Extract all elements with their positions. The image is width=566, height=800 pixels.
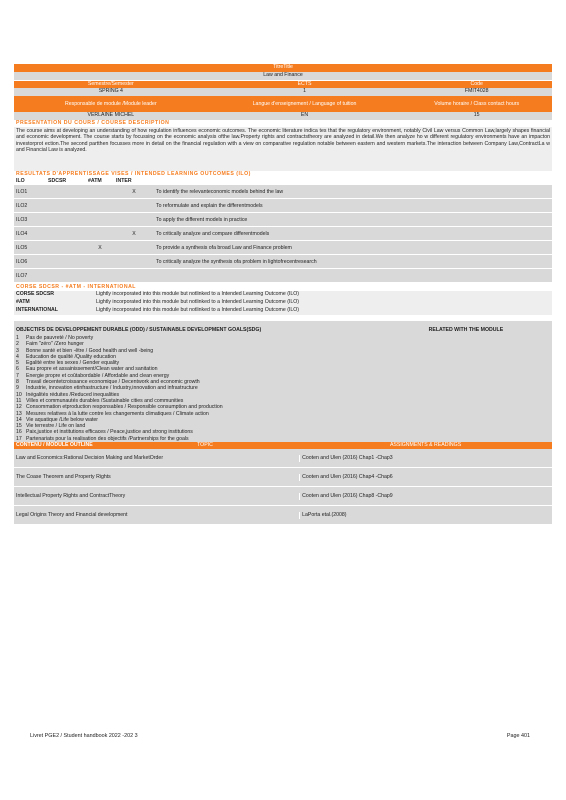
sdg-text: Education de qualité /Quality education xyxy=(26,353,116,360)
sdg-number: 2 xyxy=(16,341,19,348)
ilo-text: To critically analyze and compare differentmodels xyxy=(156,230,270,237)
ects-value: 1 xyxy=(303,88,306,94)
results-title: RESULTATS D'APPRENTISSAGE VISES / INTENDED LEARNING OUTCOMES (ILO) xyxy=(16,171,251,177)
ilo-table xyxy=(14,185,552,283)
legend-label: CORSE SDCSR xyxy=(16,291,55,297)
title-value-row xyxy=(14,72,552,81)
sdg-number: 6 xyxy=(16,366,19,373)
ilo-row xyxy=(14,227,552,241)
semester-label: Semestre/Semester xyxy=(87,81,134,87)
sdg-text: Paix,justice et institutions efficaces / Peace,justice and strong institutions xyxy=(26,429,193,436)
sdg-text: Vie terrestre / Life on land xyxy=(26,423,86,430)
sdg-number: 5 xyxy=(16,360,19,367)
ilo-row xyxy=(14,213,552,227)
topic-label: TOPIC xyxy=(197,442,213,449)
sdg-related-label: RELATED WITH THE MODULE xyxy=(428,327,504,333)
sdg-number: 9 xyxy=(16,385,19,392)
course-title: Law and Finance xyxy=(263,72,303,78)
outline-reading: Cooten and Ulen (2016) Chap8 -Chap9 xyxy=(299,493,552,500)
outline-reading: LaPorta etal.(2008) xyxy=(299,512,552,519)
ilo-text: To provide a synthesis ofa broad Law and Finance problem xyxy=(156,244,292,251)
outline-topic: The Coase Theorem and Property Rights xyxy=(16,473,111,480)
sdg-text: Faim "zéro" /Zero hunger xyxy=(26,341,84,348)
sdg-text: Bonne santé et bien -être / Good health and well -being xyxy=(26,347,154,354)
ilo-row xyxy=(14,269,552,283)
legend-row xyxy=(14,291,552,299)
ilo-id: ILO4 xyxy=(16,230,28,237)
ilo-col-header: ILO xyxy=(16,178,25,184)
sdg-number: 12 xyxy=(16,404,22,411)
sdg-number: 11 xyxy=(16,397,22,404)
hours-label: Volume horaire / Class contact hours xyxy=(434,100,520,107)
legend-row xyxy=(14,307,552,315)
ilo-inter: X xyxy=(132,230,136,237)
sdg-text: Consommation etproduction responsables / Responsible consumption and production xyxy=(26,404,223,411)
ilo-text: To reformulate and explain the differentmodels xyxy=(156,202,263,209)
hours-value: 15 xyxy=(473,112,480,118)
page-footer xyxy=(30,733,530,739)
sdg-number: 1 xyxy=(16,335,19,341)
ects-label: ECTS xyxy=(297,81,312,87)
sdg-number: 3 xyxy=(16,347,19,354)
ilo-text: To identify the relevanteconomic models behind the law xyxy=(156,188,284,195)
legend-text: Lightly incorporated into this module but notlinked to a Intended Learning Outcome (ILO) xyxy=(96,307,300,313)
sdg-number: 16 xyxy=(16,429,22,436)
footer-left: Livret PGE2 / Student handbook 2022 -202 3 xyxy=(30,733,138,739)
sdcsr-col-header: SDCSR xyxy=(48,178,67,184)
title-label: TitreTitle xyxy=(273,64,293,70)
ilo-id: ILO1 xyxy=(16,188,28,195)
ilo-inter: X xyxy=(132,188,136,195)
legend-title: CORSE SDCSR - #ATM - INTERNATIONAL xyxy=(16,284,136,290)
ilo-row xyxy=(14,241,552,255)
staff-label-row xyxy=(14,96,552,112)
sdg-number: 14 xyxy=(16,416,22,423)
ilo-row xyxy=(14,185,552,199)
sdg-text: Egalité entre les sexes / Gender equality xyxy=(26,360,120,367)
sdg-text: Eau propre et assainissement/Clean water and sanitation xyxy=(26,366,158,373)
language-label: Langue d'enseignement / Language of tuition xyxy=(252,101,357,107)
info-value-row xyxy=(14,88,552,96)
sdg-number: 17 xyxy=(16,435,22,442)
sdg-list xyxy=(14,335,552,442)
code-value: FMIT4028 xyxy=(464,88,489,94)
info-label-row xyxy=(14,81,552,88)
outline-topic: Law and Economics:Rational Decision Making and MarketOrder xyxy=(16,454,164,461)
sdg-text: Industrie, innovation etinfrastructure / Industry,innovation and infrastructure xyxy=(26,385,198,392)
ilo-id: ILO5 xyxy=(16,244,28,251)
outline-reading: Cooten and Ulen (2016) Chap4 -Chap6 xyxy=(299,474,552,481)
outline-row xyxy=(14,449,552,468)
code-label: Code xyxy=(470,81,483,87)
outline-topic: Legal Origins Theory and Financial development xyxy=(16,511,128,518)
sdg-text: Travail decentetcroissance economique / Decentwork and economic growth xyxy=(26,379,200,386)
inter-col-header: INTER xyxy=(116,178,132,184)
course-sheet xyxy=(14,64,552,525)
presentation-text: The course aims at developing an understanding of how regulation influences economic outcomes. The economic literature indica tes that the regulatory environment, notably Civil Law versus Common Law,largely shapes financial and economic development. The course starts by focussing on the economic analysis ofthe law.Property rights and contractstheory are analyzed in detail.We then analyze ho w different regulatory environments have an impacton investorprot ection.The second partthen focusses more in detail on the financial regulation with a view on comparative regulation notable between eastern and western markets.The interaction between Company Law,ContractLa w and Financial Law is analyzed. xyxy=(14,127,552,171)
ilo-text: To critically analyze the synthesis ofa problem in lightofrecentresearch xyxy=(156,258,317,265)
ilo-row xyxy=(14,255,552,269)
legend-label: #ATM xyxy=(16,299,30,305)
ilo-id: ILO6 xyxy=(16,258,28,265)
legend-table xyxy=(14,291,552,315)
ilo-header xyxy=(14,178,552,185)
outline-row xyxy=(14,487,552,506)
sdg-number: 8 xyxy=(16,379,19,386)
responsible-label: Responsable de module /Module leader xyxy=(64,100,157,107)
responsible-value: VERLAINE MICHEL xyxy=(87,112,135,118)
ilo-row xyxy=(14,199,552,213)
sdg-number: 7 xyxy=(16,372,19,379)
atm-col-header: #ATM xyxy=(88,178,102,184)
ilo-id: ILO7 xyxy=(16,272,28,279)
legend-text: Lightly incorporated into this module but notlinked to a Intended Learning Outcome (ILO) xyxy=(96,299,300,305)
legend-text: Lightly incorporated into this module but notlinked to a Intended Learning Outcome (ILO) xyxy=(96,291,300,297)
sdg-text: Vie aquatique /Life below water xyxy=(26,416,99,423)
language-value: EN xyxy=(300,112,309,118)
ilo-id: ILO2 xyxy=(16,202,28,209)
sdg-text: Villes et communautés durables /Sustainable cities and communities xyxy=(26,397,184,404)
outline-header xyxy=(14,442,552,449)
semester-value: SPRING 4 xyxy=(98,88,123,94)
outline-topic: Intellectual Property Rights and ContractTheory xyxy=(16,492,126,499)
ilo-atm: X xyxy=(98,244,102,251)
legend-label: INTERNATIONAL xyxy=(16,307,58,313)
sdg-number: 4 xyxy=(16,353,19,360)
presentation-title: PRESENTATION DU COURS / COURSE DESCRIPTION xyxy=(16,120,170,126)
sdg-text: Pas de pauvreté / No poverty xyxy=(26,335,94,341)
sdg-number: 13 xyxy=(16,410,22,417)
assign-label: ASSIGNMENTS & READINGS xyxy=(389,442,462,449)
outline-title: CONTENU / MODULE OUTLINE xyxy=(16,442,93,449)
footer-page-number: Page 401 xyxy=(506,733,530,739)
outline-table xyxy=(14,449,552,525)
sdg-text: Inégalités réduites /Reduced inequalities xyxy=(26,391,120,398)
outline-row xyxy=(14,468,552,487)
sdg-title: OBJECTIFS DE DEVELOPPEMENT DURABLE (ODD) / SUSTAINABLE DEVELOPMENT GOALS(SDG) xyxy=(16,327,262,333)
sdg-text: Mesures relatives à la lutte contre les changements climatiques / Climate action xyxy=(26,410,209,417)
sdg-number: 10 xyxy=(16,391,22,398)
title-label-row xyxy=(14,64,552,72)
ilo-id: ILO3 xyxy=(16,216,28,223)
sdg-text: Partenariats pour la realisation des objectifs /Partnerships for the goals xyxy=(26,435,189,442)
sdg-block xyxy=(14,321,552,442)
sdg-text: Energie propre et coûtabordable / Affordable and clean energy xyxy=(26,372,170,379)
staff-value-row xyxy=(14,112,552,120)
outline-row xyxy=(14,506,552,525)
outline-reading: Cooten and Ulen (2016) Chap1 -Chap3 xyxy=(299,455,552,462)
ilo-text: To apply the different models in practice xyxy=(156,216,248,223)
sdg-number: 15 xyxy=(16,423,22,430)
legend-row xyxy=(14,299,552,307)
